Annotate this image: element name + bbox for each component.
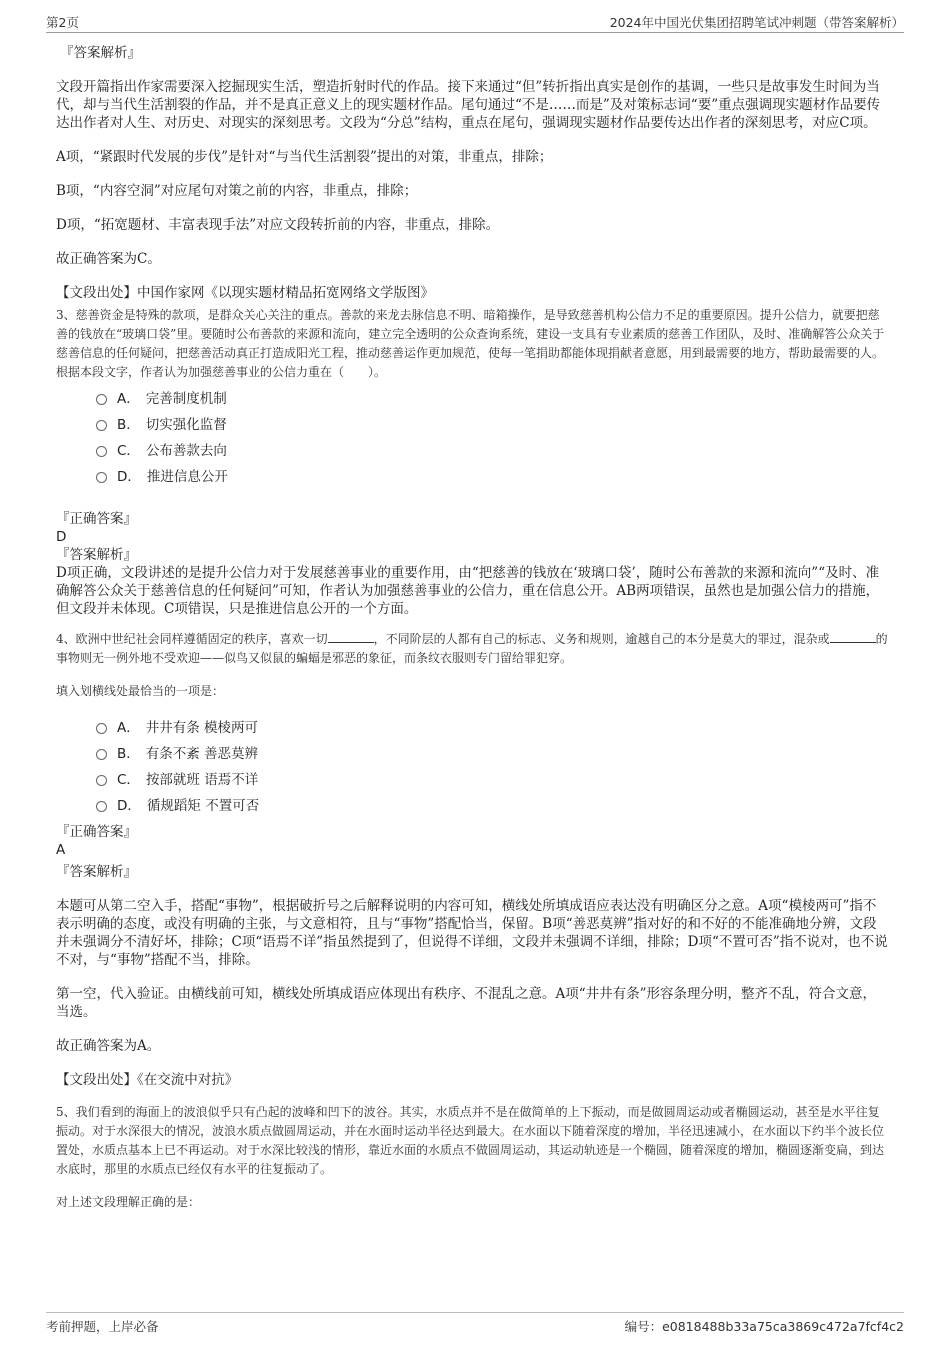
q4-question: 填入划横线处最恰当的一项是： [56, 684, 225, 698]
q2-analysis-d: D项，“拓宽题材、丰富表现手法”对应文段转折前的内容，非重点，排除。 [56, 217, 500, 233]
radio-button[interactable] [96, 394, 107, 405]
blank-1 [328, 630, 374, 643]
radio-button[interactable] [96, 801, 107, 812]
q3-option-d[interactable]: D． 推进信息公开 [96, 464, 888, 490]
q4-option-a[interactable]: A． 井井有条 模棱两可 [96, 715, 888, 741]
q3-option-b[interactable]: B． 切实强化监督 [96, 412, 888, 438]
document-code: 编号：e0818488b33a75ca3869c472a7fcf4c2 [624, 1319, 904, 1334]
q2-analysis-a: A项，“紧跟时代发展的步伐”是针对“与当代生活割裂”提出的对策，非重点，排除； [56, 149, 553, 165]
radio-button[interactable] [96, 775, 107, 786]
radio-button[interactable] [96, 749, 107, 760]
radio-button[interactable] [96, 472, 107, 483]
q2-analysis-heading: 『答案解析』 [60, 45, 141, 61]
q5-passage: 5、我们看到的海面上的波浪似乎只有凸起的波峰和凹下的波谷。其实，水质点并不是在做简单的上下振动，而是做圆周运动或者椭圆运动，甚至是水平往复振动。对于水深很大的情况，波浪水质点做圆周运动，并在水面时运动半径达到最大。在水面以下随着深度的增加，半径迅速减小，在水面以下约半个波长位置处，水质点基本上已不再运动。对于水深比较浅的情形，靠近水面的水质点不做圆周运动，其运动轨迹是一个椭圆，随着深度的增加，椭圆逐渐变扁，到达水底时，那里的水质点已经仅有水平的往复振动了。 [56, 1105, 885, 1176]
q5-question: 对上述文段理解正确的是： [56, 1195, 201, 1209]
q3-passage: 3、慈善资金是特殊的款项，是群众关心关注的重点。善款的来龙去脉信息不明、暗箱操作，是导致慈善机构公信力不足的重要原因。提升公信力，就要把慈善的钱放在“玻璃口袋”里。要随时公布善款的来源和流向，建立完全透明的公众查询系统，建设一支具有专业素质的慈善工作团队，及时、准确解答公众关于慈善信息的任何疑问，把慈善活动真正打造成阳光工程，推动慈善运作更加规范，使每一笔捐助都能体现捐献者意愿，用到最需要的地方，帮助最需要的人。 [56, 308, 885, 360]
q2-analysis-b: B项，“内容空洞”对应尾句对策之前的内容，非重点，排除； [56, 183, 418, 199]
q4-passage: 4、欧洲中世纪社会同样遵循固定的秩序，喜欢一切 ，不同阶层的人都有自己的标志、义务和规则，逾越自己的本分是莫大的罪过，混杂或 的事物则无一例外地不受欢迎——似鸟又似鼠的蝙蝠是邪恶的象征，而条纹衣服则专门留给罪犯穿。 [56, 632, 888, 665]
page-header [46, 10, 904, 33]
q3-question: 根据本段文字，作者认为加强慈善事业的公信力重在（ ）。 [56, 365, 387, 379]
q3-analysis-heading: 『答案解析』 [56, 547, 137, 563]
q4-option-d[interactable]: D． 循规蹈矩 不置可否 [96, 793, 888, 819]
q3-answer-heading: 『正确答案』 [56, 511, 137, 527]
q4-option-b[interactable]: B． 有条不紊 善恶莫辨 [96, 741, 888, 767]
q4-analysis-first-blank: 第一空，代入验证。由横线前可知，横线处所填成语应体现出有秩序、不混乱之意。A项“井井有条”形容条理分明，整齐不乱，符合文意，当选。 [56, 986, 877, 1020]
q3-answer: D [56, 529, 67, 545]
q4-answer: A [56, 842, 66, 858]
q4-conclusion: 故正确答案为A。 [56, 1038, 161, 1054]
q2-analysis-text: 文段开篇指出作家需要深入挖掘现实生活，塑造折射时代的作品。接下来通过“但”转折指出真实是创作的基调，一些只是故事发生时间为当代，却与当代生活割裂的作品，并不是真正意义上的现实题材作品。尾句通过“不是……而是”及对策标志词“要”重点强调现实题材作品要传达出作者对人生、对历史、对现实的深刻思考。文段为“分总”结构，重点在尾句，强调现实题材作品要传达出作者的深刻思考，对应C项。 [56, 79, 881, 131]
page-content [56, 44, 888, 1212]
q4-answer-heading: 『正确答案』 [56, 824, 137, 840]
q4-options [96, 715, 888, 819]
q3-option-c[interactable]: C． 公布善款去向 [96, 438, 888, 464]
q4-source: 【文段出处】《在交流中对抗》 [56, 1072, 239, 1088]
radio-button[interactable] [96, 723, 107, 734]
page-footer [46, 1312, 904, 1337]
document-title: 2024年中国光伏集团招聘笔试冲刺题（带答案解析） [609, 15, 904, 30]
blank-2 [830, 630, 876, 643]
q4-analysis-text: 本题可从第二空入手，搭配“事物”，根据破折号之后解释说明的内容可知，横线处所填成语应表达没有明确区分之意。A项“模棱两可”指不表示明确的态度，或没有明确的主张，与文意相符，且与“事物”搭配恰当，保留。B项“善恶莫辨”指对好的和不好的不能准确地分辨，文段并未强调分不清好坏，排除；C项“语焉不详”指虽然提到了，但说得不详细，文段并未强调不详细，排除；D项“不置可否”指不说对，也不说不对，与“事物”搭配不当，排除。 [56, 898, 888, 968]
radio-button[interactable] [96, 420, 107, 431]
q4-option-c[interactable]: C． 按部就班 语焉不详 [96, 767, 888, 793]
q4-analysis-heading: 『答案解析』 [56, 864, 137, 880]
q2-source: 【文段出处】中国作家网《以现实题材精品拓宽网络文学版图》 [56, 285, 434, 301]
q3-options [96, 386, 888, 490]
q3-analysis: D项正确，文段讲述的是提升公信力对于发展慈善事业的重要作用，由“把慈善的钱放在‘玻璃口袋’，随时公布善款的来源和流向”“及时、准确解答公众关于慈善信息的任何疑问”可知，作者认为加强慈善事业的公信力，重在信息公开。AB两项错误，虽然也是加强公信力的措施，但文段并未体现。C项错误，只是推进信息公开的一个方面。 [56, 565, 880, 617]
q3-option-a[interactable]: A． 完善制度机制 [96, 386, 888, 412]
page-number: 第2页 [46, 15, 79, 30]
q2-conclusion: 故正确答案为C。 [56, 251, 161, 267]
footer-slogan: 考前押题，上岸必备 [46, 1319, 159, 1334]
radio-button[interactable] [96, 446, 107, 457]
